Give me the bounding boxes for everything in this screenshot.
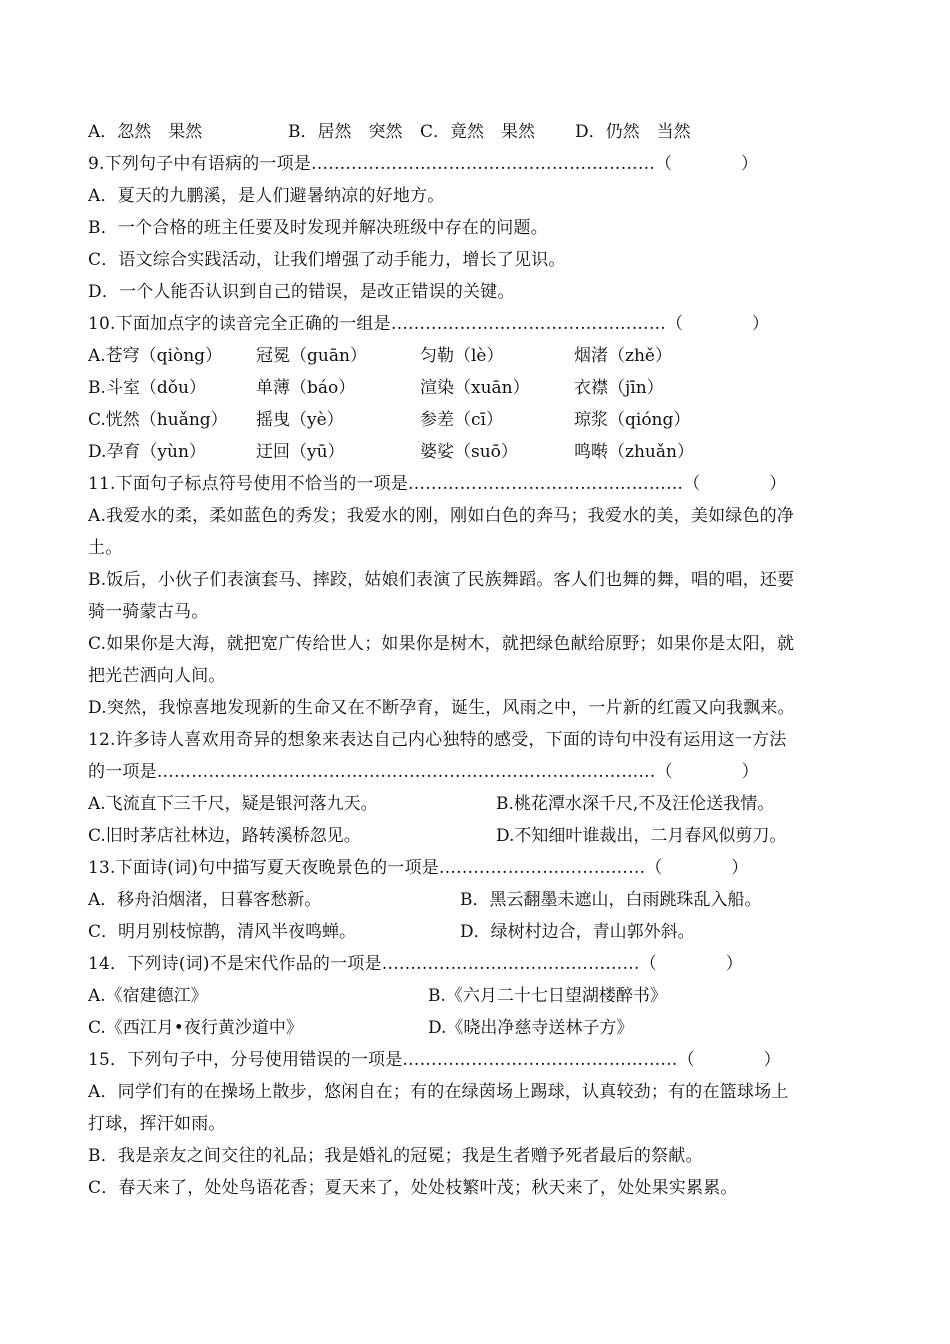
q10-c-4: 琼浆（qióng） [574, 410, 691, 430]
q14-option-c: C.《西江月•夜行黄沙道中》 [88, 1018, 303, 1038]
q10-c-3: 参差（cī） [420, 410, 503, 430]
q13-option-d: D．绿树村边合，青山郭外斜。 [460, 922, 695, 942]
q10-a-2: 冠冕（guān） [256, 346, 367, 366]
q9-option-c: C．语文综合实践活动，让我们增强了动手能力，增长了见识。 [88, 250, 566, 270]
q15-line-1: A．同学们有的在操场上散步，悠闲自在；有的在绿茵场上踢球，认真较劲；有的在篮球场上 [88, 1082, 789, 1102]
q10-a-3: 匀勒（lè） [420, 346, 504, 366]
q14-option-b: B.《六月二十七日望湖楼醉书》 [428, 986, 667, 1006]
q11-line-2: 土。 [88, 538, 123, 558]
q15-line-2: 打球，挥汗如雨。 [88, 1114, 226, 1134]
q11-line-5: C.如果你是大海，就把宽广传给世人；如果你是树木，就把绿色献给原野；如果你是太阳，就 [88, 634, 795, 654]
q15-line-3: B．我是亲友之间交往的礼品；我是婚礼的冠冕；我是生者赠予死者最后的祭献。 [88, 1146, 703, 1166]
q11-line-6: 把光芒洒向人间。 [88, 666, 226, 686]
q12-option-c: C.旧时茅店社林边，路转溪桥忽见。 [88, 826, 361, 846]
q11-line-7: D.突然，我惊喜地发现新的生命又在不断孕育，诞生，风雨之中，一片新的红霞又向我飘来。 [88, 698, 795, 718]
q12-stem-line-1: 12.许多诗人喜欢用奇异的想象来表达自己内心独特的感受，下面的诗句中没有运用这一方法 [88, 730, 787, 750]
q13-option-a: A．移舟泊烟渚，日暮客愁新。 [88, 890, 322, 910]
q12-options-row-2 [88, 824, 878, 848]
q11-line-1: A.我爱水的柔，柔如蓝色的秀发；我爱水的刚，刚如白色的奔马；我爱水的美，美如绿色的净 [88, 506, 795, 526]
q12-options-row-1 [88, 792, 878, 816]
q13-options-row-1 [88, 888, 878, 912]
q10-d-1: D.孕育（yùn） [88, 442, 206, 462]
q9-option-b: B．一个合格的班主任要及时发现并解决班级中存在的问题。 [88, 218, 548, 238]
q10-stem: 10.下面加点字的读音完全正确的一组是…………………………………………（ ） [88, 314, 770, 334]
q8-option-c: C．竟然 果然 [420, 122, 536, 142]
q14-stem: 14．下列诗(词)不是宋代作品的一项是………………………………………（ ） [88, 954, 743, 974]
q13-stem: 13.下面诗(词)句中描写夏天夜晚景色的一项是………………………………（ ） [88, 858, 749, 878]
q15-line-4: C．春天来了，处处鸟语花香；夏天来了，处处枝繁叶茂；秋天来了，处处果实累累。 [88, 1178, 738, 1198]
q10-c-2: 摇曳（yè） [256, 410, 344, 430]
q10-b-2: 单薄（báo） [256, 378, 356, 398]
q10-row-c [88, 408, 878, 432]
q12-option-b: B.桃花潭水深千尺,不及汪伦送我情。 [496, 794, 775, 814]
q8-option-a: A．忽然 果然 [88, 122, 203, 142]
q14-option-a: A.《宿建德江》 [88, 986, 208, 1006]
q12-option-a: A.飞流直下三千尺，疑是银河落九天。 [88, 794, 378, 814]
q10-a-4: 烟渚（zhě） [574, 346, 672, 366]
q8-option-d: D．仍然 当然 [575, 122, 691, 142]
q10-a-1: A.苍穹（qiòng） [88, 346, 223, 366]
q13-options-row-2 [88, 920, 878, 944]
q10-d-4: 鸣啭（zhuǎn） [574, 442, 694, 462]
q11-line-3: B.饭后，小伙子们表演套马、摔跤，姑娘们表演了民族舞蹈。客人们也舞的舞，唱的唱，还要 [88, 570, 795, 590]
q10-b-1: B.斗室（dǒu） [88, 378, 206, 398]
q9-stem: 9.下列句子中有语病的一项是……………………………………………………（ ） [88, 154, 759, 174]
q8-option-b: B．居然 突然 [288, 122, 403, 142]
q14-options-row-1 [88, 984, 878, 1008]
q13-option-c: C．明月别枝惊鹊，清风半夜鸣蝉。 [88, 922, 357, 942]
q10-row-a [88, 344, 878, 368]
q10-b-3: 渲染（xuān） [420, 378, 530, 398]
q10-row-d [88, 440, 878, 464]
q15-stem: 15．下列句子中，分号使用错误的一项是…………………………………………（ ） [88, 1050, 781, 1070]
q12-option-d: D.不知细叶谁裁出，二月春风似剪刀。 [496, 826, 787, 846]
q10-d-3: 婆娑（suō） [420, 442, 518, 462]
q10-b-4: 衣襟（jīn） [574, 378, 664, 398]
q8-options [88, 120, 878, 144]
q10-d-2: 迂回（yū） [256, 442, 345, 462]
q9-option-a: A．夏天的九鹏溪，是人们避暑纳凉的好地方。 [88, 186, 445, 206]
q13-option-b: B．黑云翻墨未遮山，白雨跳珠乱入船。 [460, 890, 762, 910]
q11-stem: 11.下面句子标点符号使用不恰当的一项是…………………………………………（ ） [88, 474, 787, 494]
q10-row-b [88, 376, 878, 400]
q10-c-1: C.恍然（huǎng） [88, 410, 228, 430]
q9-option-d: D．一个人能否认识到自己的错误，是改正错误的关键。 [88, 282, 515, 302]
q12-stem-line-2: 的一项是……………………………………………………………………………（ ） [88, 762, 759, 782]
q11-line-4: 骑一骑蒙古马。 [88, 602, 209, 622]
q14-option-d: D.《晓出净慈寺送林子方》 [428, 1018, 634, 1038]
q14-options-row-2 [88, 1016, 878, 1040]
